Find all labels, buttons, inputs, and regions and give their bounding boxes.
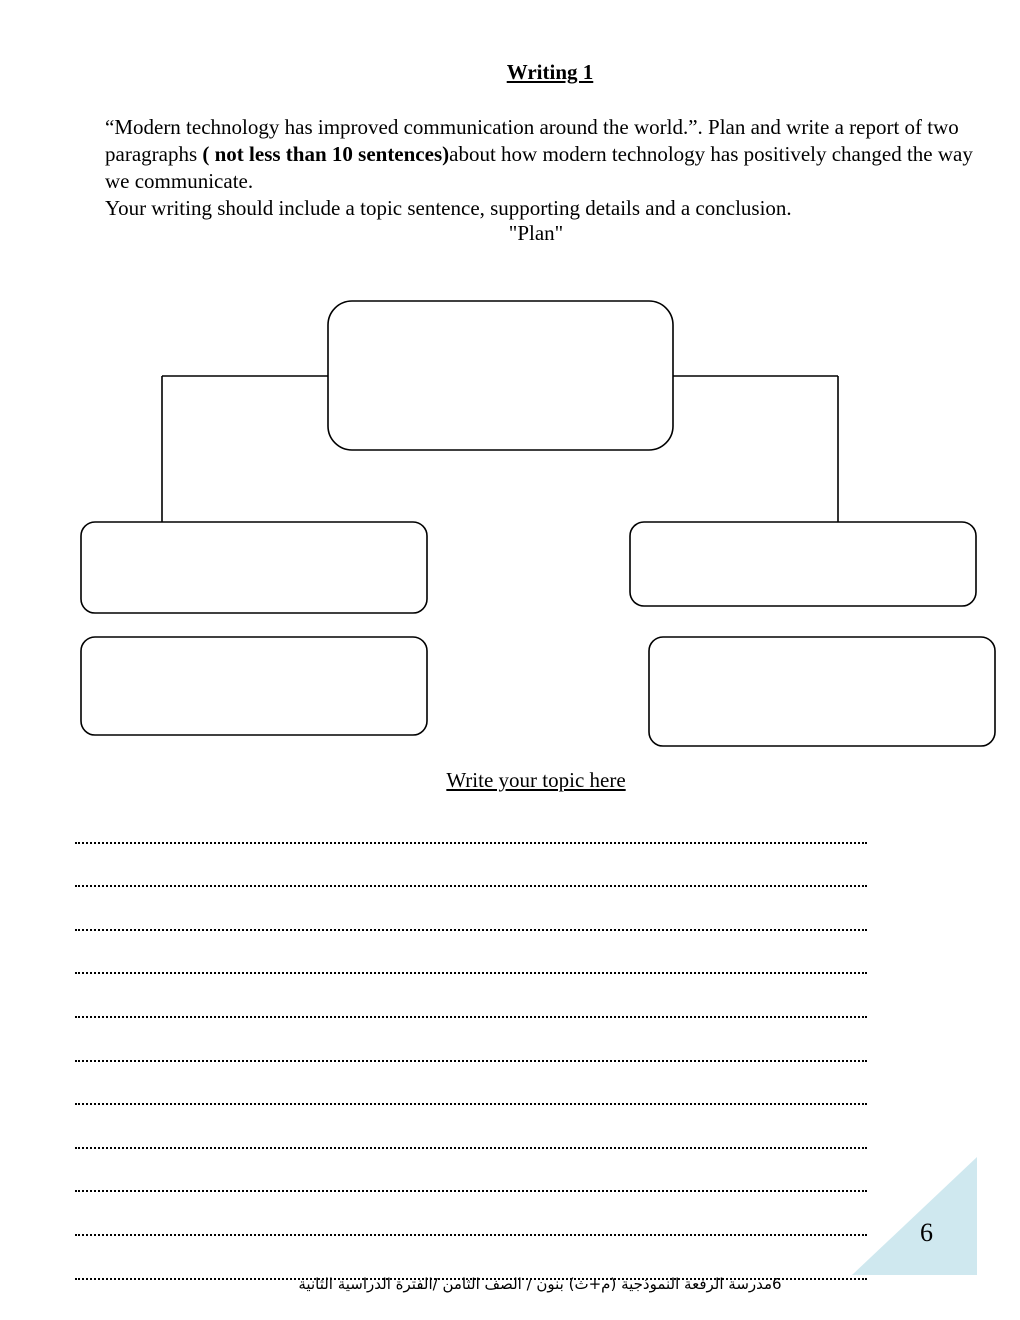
writing-line[interactable] — [75, 844, 867, 888]
writing-line[interactable] — [75, 887, 867, 931]
prompt-instructions: Your writing should include a topic sentence, supporting details and a conclusion. — [105, 196, 792, 220]
writing-line[interactable] — [75, 931, 867, 975]
plan-box-right-upper[interactable] — [630, 522, 976, 606]
worksheet-title: Writing 1 — [506, 60, 594, 84]
writing-line[interactable] — [75, 800, 867, 844]
page-number: 6 — [920, 1218, 933, 1247]
plan-box-right-lower[interactable] — [649, 637, 995, 746]
prompt-sentence-requirement: ( not less than 10 sentences) — [202, 142, 450, 166]
plan-box-left-lower[interactable] — [81, 637, 427, 735]
writing-line[interactable] — [75, 1149, 867, 1193]
writing-line[interactable] — [75, 1018, 867, 1062]
writing-line[interactable] — [75, 974, 867, 1018]
writing-line[interactable] — [75, 1192, 867, 1236]
writing-line[interactable] — [75, 1062, 867, 1106]
plan-box-main[interactable] — [328, 301, 673, 450]
plan-box-left-upper[interactable] — [81, 522, 427, 613]
page-footer: 6مدرسة الرفعة النموذجية (م+ث) بنون / الصف الثامن /الفترة الدراسية الثانية — [298, 1275, 782, 1293]
topic-heading: Write your topic here — [446, 768, 626, 792]
writing-line[interactable] — [75, 1236, 867, 1280]
writing-lines — [75, 800, 875, 1280]
page-corner-triangle — [852, 1157, 977, 1275]
prompt-text-2: about how modern technology has positively changed the way we communicate. — [105, 142, 973, 193]
prompt-text-1: “Modern technology has improved communication around the world.”. Plan and write a report of two paragraphs — [105, 115, 959, 166]
plan-label: "Plan" — [508, 221, 564, 245]
writing-line[interactable] — [75, 1105, 867, 1149]
